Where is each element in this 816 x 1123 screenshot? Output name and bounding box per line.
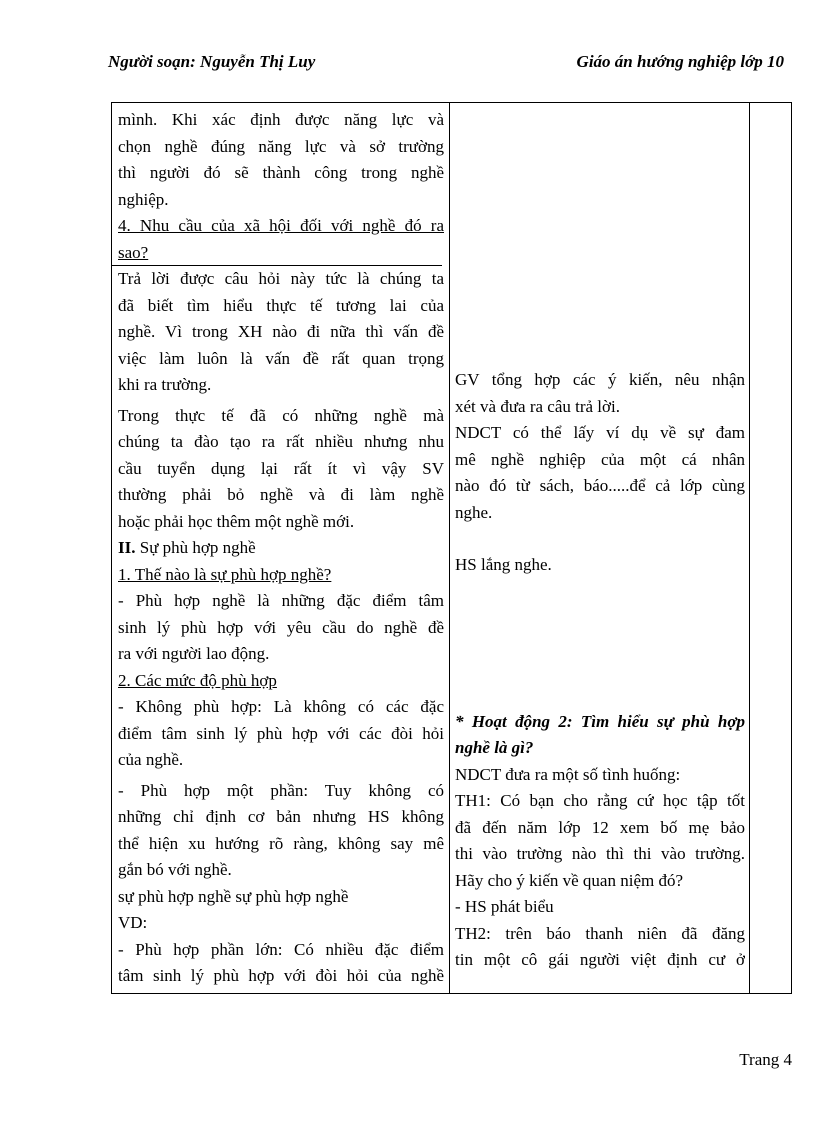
text-line: thì người đó sẽ thành công trong nghề bbox=[118, 163, 444, 182]
subsection-heading: 2. Các mức độ phù hợp bbox=[118, 670, 277, 690]
text-line: khi ra trường. bbox=[118, 375, 212, 394]
section-heading-text: sao? bbox=[118, 242, 149, 262]
text-line: TH2: trên báo thanh niên đã đăng bbox=[455, 923, 745, 943]
text-line: sinh lý phù hợp với yêu cầu do nghề đề bbox=[118, 617, 444, 637]
text-line: nào đó từ sách, báo.....để cả lớp cùng bbox=[455, 476, 745, 495]
activity-heading: nghề là gì? bbox=[455, 738, 534, 757]
text-line: của nghề. bbox=[118, 750, 184, 769]
text-line: điểm tâm sinh lý phù hợp với các đòi hỏi bbox=[118, 723, 444, 743]
text-line: hoặc phải học thêm một nghề mới. bbox=[118, 511, 355, 531]
text-line: NDCT đưa ra một số tình huống: bbox=[455, 764, 681, 784]
text-line: nghề. Vì trong XH nào đi nữa thì vấn đề bbox=[118, 322, 444, 341]
text-line: HS lắng nghe. bbox=[455, 555, 552, 574]
activity-heading: * Hoạt động 2: Tìm hiểu sự phù hợp bbox=[455, 711, 745, 731]
page-number: Trang 4 bbox=[739, 1050, 792, 1069]
text-line: xét và đưa ra câu trả lời. bbox=[455, 396, 620, 416]
text-line: chọn nghề đúng năng lực và sở trường bbox=[118, 136, 444, 156]
header-author: Người soạn: Nguyễn Thị Luy bbox=[108, 52, 316, 71]
text-line: Hãy cho ý kiến về quan niệm đó? bbox=[455, 870, 684, 890]
text-line: nghe. bbox=[455, 502, 493, 522]
text-line: TH1: Có bạn cho rằng cứ học tập tốt bbox=[455, 791, 745, 810]
text-line: - HS phát biểu bbox=[455, 897, 554, 916]
text-line: những chỉ định cơ bản nhưng HS không bbox=[118, 807, 444, 826]
text-line: - Phù hợp một phần: Tuy không có bbox=[118, 780, 444, 800]
text-line: GV tổng hợp các ý kiến, nêu nhận bbox=[455, 370, 745, 389]
text-line: mình. Khi xác định được năng lực và bbox=[118, 110, 444, 129]
text-line: cầu tuyển dụng lại rất ít vì vậy SV bbox=[118, 458, 444, 478]
section-ii-heading bbox=[118, 535, 444, 562]
text-line: Trong thực tế đã có những nghề mà bbox=[118, 405, 444, 425]
text-line: - Phù hợp nghề là những đặc điểm tâm bbox=[118, 591, 444, 610]
text-line: VD: bbox=[118, 913, 148, 932]
subsection-heading: 1. Thế nào là sự phù hợp nghề? bbox=[118, 564, 332, 584]
text-line: Trả lời được câu hỏi này tức là chúng ta bbox=[118, 269, 444, 288]
text-line: chúng ta đào tạo ra rất nhiều nhưng nhu bbox=[118, 432, 444, 451]
text-line: mê nghề nghiệp của một cá nhân bbox=[455, 449, 745, 469]
text-line: - Phù hợp phần lớn: Có nhiều đặc điểm bbox=[118, 939, 444, 959]
text-line: tin một cô gái người việt định cư ở bbox=[455, 950, 745, 969]
text-line: việc làm luôn là vấn đề rất quan trọng bbox=[118, 348, 444, 368]
text-line: NDCT có thể lấy ví dụ về sự đam bbox=[455, 423, 745, 442]
text-line: đã đến năm lớp 12 xem bố mẹ bảo bbox=[455, 817, 745, 837]
content-column bbox=[118, 107, 444, 990]
section-title: Sự phù hợp nghề bbox=[135, 538, 256, 557]
text-line: thường phải bỏ nghề và đi làm nghề bbox=[118, 485, 444, 504]
text-line: sự phù hợp nghề sự phù hợp nghề bbox=[118, 886, 349, 906]
text-line: thể hiện xu hướng rõ ràng, không say mê bbox=[118, 833, 444, 853]
header-title: Giáo án hướng nghiệp lớp 10 bbox=[576, 52, 784, 71]
section-heading: 4. Nhu cầu của xã hội đối với nghề đó ra bbox=[118, 216, 444, 235]
text-line: tâm sinh lý phù hợp với đòi hỏi của nghề bbox=[118, 966, 444, 985]
lesson-table bbox=[111, 102, 792, 994]
section-number: II. bbox=[118, 538, 136, 557]
text-line: - Không phù hợp: Là không có các đặc bbox=[118, 697, 444, 716]
text-line: đã biết tìm hiểu thực tế tương lai của bbox=[118, 295, 444, 315]
section-heading bbox=[112, 240, 442, 267]
text-line: nghiệp. bbox=[118, 189, 169, 209]
column-divider bbox=[749, 103, 750, 993]
activity-column bbox=[455, 367, 745, 974]
text-line: thi vào trường nào thì thi vào trường. bbox=[455, 844, 745, 863]
text-line: ra với người lao động. bbox=[118, 644, 270, 663]
text-line: gắn bó với nghề. bbox=[118, 860, 232, 879]
column-divider bbox=[449, 103, 450, 993]
